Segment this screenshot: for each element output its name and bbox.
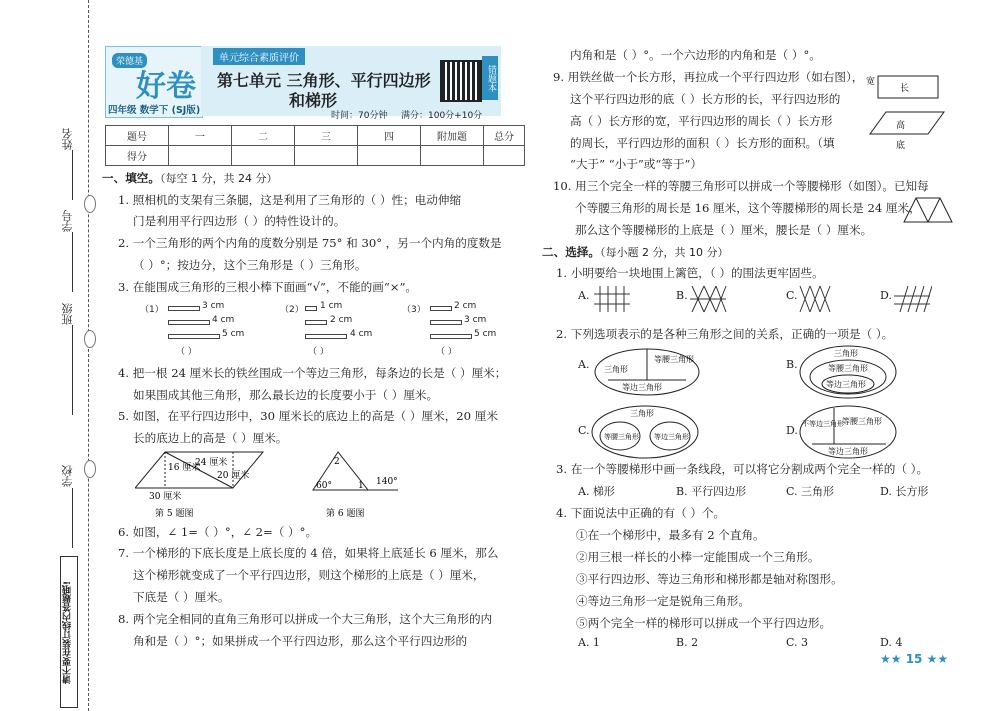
choice-1-option-d[interactable]: D. bbox=[880, 289, 892, 302]
fig9-label: 高 bbox=[896, 121, 906, 131]
venn-label: 等腰三角形 bbox=[604, 433, 639, 441]
choice-1-option-b[interactable]: B. bbox=[676, 289, 688, 302]
question-9-line4: 的周长，平行四边形的面积（ ）长方形的面积。（填 bbox=[570, 136, 835, 150]
question-5-line2: 长的底边上的高是（ ）厘米。 bbox=[133, 431, 288, 445]
school-line bbox=[72, 488, 73, 548]
venn-diagram-d bbox=[798, 404, 898, 460]
stick bbox=[305, 334, 347, 339]
group-2-label: （2） bbox=[280, 305, 304, 315]
venn-diagram-b bbox=[798, 344, 898, 400]
question-1-line2: 门是利用平行四边形（ ）的特性设计的。 bbox=[133, 214, 346, 228]
venn-label: 等边三角形 bbox=[622, 383, 662, 392]
choice-3-option-d[interactable]: D. 长方形 bbox=[880, 485, 929, 498]
score-header-cell: 附加题 bbox=[421, 126, 484, 146]
stick bbox=[168, 306, 200, 311]
question-8-line2: 角和是（ ）°；如果拼成一个平行四边形，那么这个平行四边形的 bbox=[133, 634, 468, 648]
stick bbox=[305, 306, 317, 311]
score-label: 满分：100分+10分 bbox=[401, 111, 483, 121]
fig6-label: 140° bbox=[376, 477, 398, 487]
name-line bbox=[72, 150, 73, 200]
fig5-label: 30 厘米 bbox=[149, 492, 182, 502]
stick-length: 5 cm bbox=[222, 329, 245, 339]
id-line bbox=[72, 232, 73, 292]
score-cell[interactable] bbox=[421, 146, 484, 166]
seal-oval bbox=[84, 460, 96, 478]
fig5-label: 16 厘米 bbox=[168, 463, 201, 473]
venn-label: 不等边三角形 bbox=[802, 420, 844, 428]
choice-4-text: 4. 下面说法中正确的有（ ）个。 bbox=[556, 506, 726, 520]
grade-label: 四年级 数学下 (SJ版) bbox=[108, 105, 201, 116]
score-cell[interactable] bbox=[358, 146, 421, 166]
question-8-line1: 8. 两个完全相同的直角三角形可以拼成一个大三角形，这个大三角形的内 bbox=[118, 612, 493, 626]
fig9-label: 底 bbox=[896, 141, 906, 151]
stick bbox=[305, 320, 327, 325]
choice-3-option-a[interactable]: A. 梯形 bbox=[578, 485, 615, 498]
binding-warning: 请不要在装订线内答题哦! bbox=[60, 556, 78, 708]
venn-label: 等腰三角形 bbox=[842, 417, 882, 426]
id-label: 学号 bbox=[61, 210, 74, 232]
score-header-cell: 题号 bbox=[106, 126, 169, 146]
question-5-line1: 5. 如图，在平行四边形中，30 厘米长的底边上的高是（ ）厘米，20 厘米 bbox=[118, 409, 498, 423]
choice-4-option-d[interactable]: D. 4 bbox=[880, 636, 903, 649]
choice-4-statement: ④等边三角形一定是锐角三角形。 bbox=[576, 594, 750, 608]
choice-4-statement: ⑤两个完全一样的梯形可以拼成一个平行四边形。 bbox=[576, 616, 832, 630]
page-number-value: 15 bbox=[905, 652, 923, 666]
question-10-line1: 10. 用三个完全一样的等腰三角形可以拼成一个等腰梯形（如图）。已知每 bbox=[553, 179, 929, 193]
brand-logo-block bbox=[105, 46, 203, 118]
logo-text: 好卷 bbox=[136, 69, 196, 104]
question-7-line2: 这个梯形就变成了一个平行四边形，则这个梯形的上底是（ ）厘米， bbox=[133, 568, 485, 582]
choice-3-text: 3. 在一个等腰梯形中画一条线段，可以将它分割成两个完全一样的（ ）。 bbox=[556, 462, 929, 476]
question-9-line3: 高（ ）长方形的宽，平行四边形的周长（ ）长方形 bbox=[570, 114, 833, 128]
choice-2-option-b[interactable]: B. bbox=[786, 358, 798, 371]
class-line bbox=[72, 325, 73, 415]
figure-6-triangle bbox=[308, 450, 408, 520]
stick bbox=[430, 334, 472, 339]
score-table bbox=[105, 125, 525, 166]
venn-diagram-c bbox=[590, 404, 700, 460]
seal-oval bbox=[84, 330, 96, 348]
figure-5-parallelogram bbox=[135, 450, 265, 520]
fig9-label: 宽 bbox=[866, 77, 876, 87]
choice-2-option-c[interactable]: C. bbox=[578, 424, 590, 437]
choice-3-option-c[interactable]: C. 三角形 bbox=[786, 485, 835, 498]
venn-label: 三角形 bbox=[834, 349, 858, 358]
fig6-caption: 第 6 题图 bbox=[326, 509, 365, 519]
section-1-title bbox=[102, 167, 277, 190]
stick-length: 3 cm bbox=[202, 301, 225, 311]
venn-diagram-a bbox=[592, 346, 702, 398]
stick-length: 1 cm bbox=[320, 301, 343, 311]
score-cell[interactable] bbox=[169, 146, 232, 166]
page-number: ★★ 15 ★★ bbox=[880, 652, 949, 666]
binding-dashed-line bbox=[88, 0, 89, 711]
choice-1-option-c[interactable]: C. bbox=[786, 289, 798, 302]
choice-4-statement: ③平行四边形、等边三角形和梯形都是轴对称图形。 bbox=[576, 572, 843, 586]
choice-2-option-a[interactable]: A. bbox=[578, 358, 590, 371]
unit-tag: 单元综合素质评价 bbox=[213, 48, 305, 65]
name-label: 姓名 bbox=[61, 128, 74, 150]
venn-label: 等边三角形 bbox=[654, 433, 689, 441]
fence-cross-icon bbox=[688, 284, 728, 314]
school-label: 学校 bbox=[61, 465, 74, 487]
question-10-line2: 个等腰三角形的周长是 16 厘米，这个等腰梯形的周长是 24 厘米， bbox=[575, 201, 921, 215]
choice-4-option-b[interactable]: B. 2 bbox=[676, 636, 699, 649]
binding-margin bbox=[0, 0, 92, 711]
time-label: 时间：70分钟 bbox=[331, 111, 388, 121]
group-3-label: （3） bbox=[402, 305, 426, 315]
fig5-label: 20 厘米 bbox=[217, 471, 250, 481]
stick-length: 2 cm bbox=[330, 315, 353, 325]
section-1-note: （每空 1 分，共 24 分） bbox=[159, 172, 278, 185]
stick bbox=[168, 320, 210, 325]
venn-label: 等腰三角形 bbox=[828, 364, 868, 373]
question-7-line3: 下底是（ ）厘米。 bbox=[133, 590, 230, 604]
question-9-line2: 这个平行四边形的底（ ）长方形的长，平行四边形的 bbox=[570, 92, 841, 106]
qr-code-icon bbox=[440, 60, 482, 102]
seal-oval bbox=[84, 195, 96, 213]
stick bbox=[168, 334, 220, 339]
error-book-tag: 错题本 bbox=[482, 56, 498, 100]
question-1-line1: 1. 照相机的支架有三条腿，这是利用了三角形的（ ）性；电动伸缩 bbox=[118, 193, 462, 207]
question-2-line2: （ ）°；按边分，这个三角形是（ ）三角形。 bbox=[133, 258, 367, 272]
question-9-line5: “大于” “小于”或“等于”） bbox=[570, 157, 702, 171]
section-2-heading: 二、选择。 bbox=[542, 245, 600, 259]
question-4-line1: 4. 把一根 24 厘米长的铁丝围成一个等边三角形，每条边的长是（ ）厘米； bbox=[118, 366, 507, 380]
figure-9-rect-parallelogram bbox=[866, 66, 950, 156]
answer-blank[interactable]: （ ） bbox=[176, 347, 197, 357]
score-header-cell: 三 bbox=[295, 126, 358, 146]
venn-label: 等边三角形 bbox=[826, 380, 866, 389]
class-label: 班级 bbox=[61, 303, 74, 325]
stick-length: 5 cm bbox=[474, 329, 497, 339]
question-4-line2: 如果围成其他三角形，那么最长边的长度要小于（ ）厘米。 bbox=[133, 388, 439, 402]
choice-1-text: 1. 小明要给一块地围上篱笆，（ ）的围法更牢固些。 bbox=[556, 266, 824, 280]
score-header-cell: 二 bbox=[232, 126, 295, 146]
fig5-caption: 第 5 题图 bbox=[155, 509, 194, 519]
group-1-label: （1） bbox=[140, 305, 164, 315]
section-2-title bbox=[542, 241, 728, 264]
fig5-label: 24 厘米 bbox=[195, 458, 228, 468]
question-6-text: 6. 如图，∠ 1=（ ）°，∠ 2=（ ）°。 bbox=[118, 525, 318, 539]
score-header-cell: 四 bbox=[358, 126, 421, 146]
score-header-cell: 一 bbox=[169, 126, 232, 146]
choice-4-option-a[interactable]: A. 1 bbox=[578, 636, 600, 649]
venn-label: 等边三角形 bbox=[828, 447, 868, 456]
fig9-label: 长 bbox=[900, 84, 910, 94]
question-10-line3: 那么这个等腰梯形的上底是（ ）厘米，腰长是（ ）厘米。 bbox=[575, 223, 873, 237]
question-3-sticks-figure bbox=[140, 300, 500, 360]
question-3-text: 3. 在能围成三角形的三根小棒下面画“√”，不能的画“×”。 bbox=[118, 280, 418, 294]
fence-slanted-icon bbox=[892, 284, 932, 314]
fig6-label: 60° bbox=[316, 481, 332, 491]
stick-length: 2 cm bbox=[454, 301, 477, 311]
answer-blank[interactable]: （ ） bbox=[436, 347, 457, 357]
score-cell[interactable] bbox=[484, 146, 525, 166]
score-header-cell: 总分 bbox=[484, 126, 525, 146]
question-2-line1: 2. 一个三角形的两个内角的度数分别是 75° 和 30° ，另一个内角的度数是 bbox=[118, 236, 502, 250]
stick-length: 3 cm bbox=[464, 315, 487, 325]
question-8-line3: 内角和是（ ）°。一个六边形的内角和是（ ）°。 bbox=[570, 48, 821, 62]
page-title: 第七单元 三角形、平行四边形 bbox=[217, 71, 431, 90]
section-2-note: （每小题 2 分，共 10 分） bbox=[599, 246, 729, 259]
publisher-label: 荣德基 bbox=[112, 53, 147, 68]
venn-label: 三角形 bbox=[630, 409, 654, 418]
venn-label: 等腰三角形 bbox=[654, 355, 694, 364]
fig6-label: 1 bbox=[358, 481, 364, 491]
choice-2-option-d[interactable]: D. bbox=[786, 424, 798, 437]
question-7-line1: 7. 一个梯形的下底长度是上底长度的 4 倍，如果将上底延长 6 厘米，那么 bbox=[118, 546, 499, 560]
choice-4-option-c[interactable]: C. 3 bbox=[786, 636, 809, 649]
choice-4-statement: ②用三根一样长的小棒一定能围成一个三角形。 bbox=[576, 550, 820, 564]
fence-grid-icon bbox=[592, 284, 632, 314]
fig6-label: 2 bbox=[334, 457, 340, 467]
choice-3-option-b[interactable]: B. 平行四边形 bbox=[676, 485, 747, 498]
venn-label: 三角形 bbox=[604, 365, 628, 374]
figure-10-trapezoid bbox=[902, 196, 954, 226]
page-title-line2: 和梯形 bbox=[289, 91, 338, 110]
choice-2-text: 2. 下列选项表示的是各种三角形之间的关系，正确的一项是（ ）。 bbox=[556, 327, 894, 341]
score-row-label: 得分 bbox=[106, 146, 169, 166]
score-cell[interactable] bbox=[232, 146, 295, 166]
stick bbox=[430, 320, 462, 325]
score-cell[interactable] bbox=[295, 146, 358, 166]
section-1-heading: 一、填空。 bbox=[102, 171, 160, 185]
answer-blank[interactable]: （ ） bbox=[308, 347, 329, 357]
choice-4-statement: ①在一个梯形中，最多有 2 个直角。 bbox=[576, 528, 765, 542]
question-9-line1: 9. 用铁丝做一个长方形，再拉成一个平行四边形（如右图）， bbox=[553, 70, 864, 84]
stick bbox=[430, 306, 452, 311]
choice-1-option-a[interactable]: A. bbox=[578, 289, 590, 302]
stick-length: 4 cm bbox=[350, 329, 373, 339]
fence-diagonal-icon bbox=[796, 284, 836, 314]
stick-length: 4 cm bbox=[212, 315, 235, 325]
